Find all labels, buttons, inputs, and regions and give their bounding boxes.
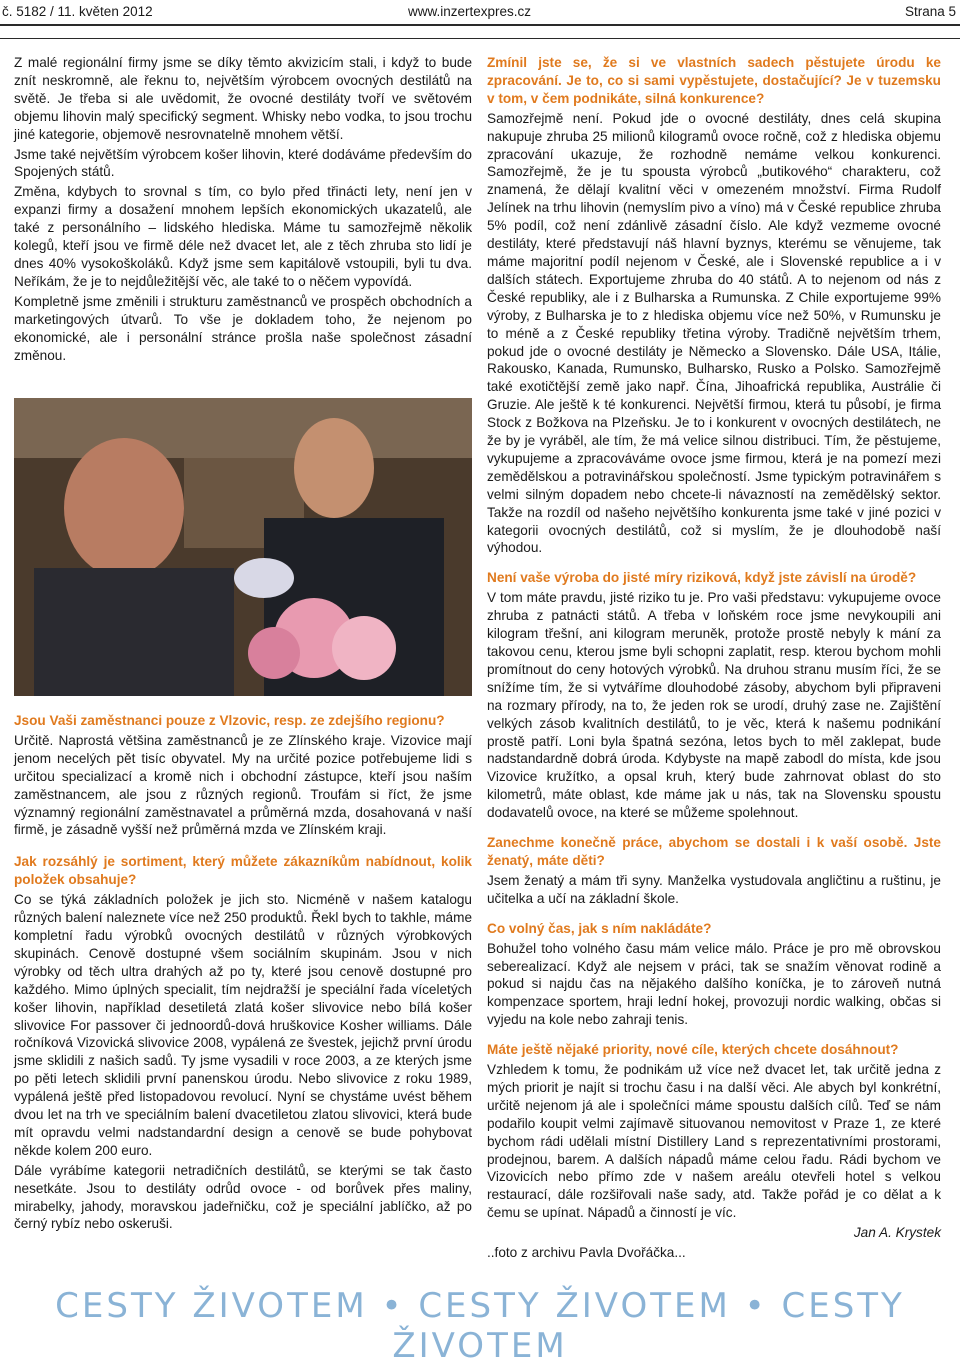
issue-info: č. 5182 / 11. květen 2012 bbox=[2, 4, 153, 19]
question: Jak rozsáhlý je sortiment, který můžete zákazníkům nabídnout, kolik položek obsahuje? bbox=[14, 854, 472, 888]
photo-illustration bbox=[14, 398, 472, 696]
author-signature: Jan A. Krystek bbox=[853, 1225, 941, 1241]
article-photo bbox=[14, 398, 472, 696]
answer: Určitě. Naprostá většina zaměstnanců je ze Zlínského kraje. Vizovice mají jenom necelých pět tisíc obyvatel. My na určité pozice potřebujeme lidi s určitou specializací a kromě nich i obchodní zástupce, kteří jsou naším zaměstnancem, ale jsou z různých regionů. Troufám si říct, že jsme významný regionální zaměstnavatel a průměrná mzda, dosahovaná v naší firmě, je zásadně vyšší než průměrná mzda ve Zlínském kraji. bbox=[14, 732, 472, 838]
website-link[interactable]: www.inzertexpres.cz bbox=[408, 4, 532, 19]
question: Co volný čas, jak s ním nakládáte? bbox=[487, 920, 712, 936]
paragraph: Jsme také největším výrobcem košer lihovin, které dodáváme především do Spojených států. bbox=[14, 146, 472, 180]
footer-title: CESTY ŽIVOTEM • CESTY ŽIVOTEM • CESTY ŽIVOTEM bbox=[55, 1286, 905, 1366]
left-column-top bbox=[14, 54, 472, 366]
question: Zmínil jste se, že si ve vlastních sadech pěstujete úrodu ke zpracování. Je to, co si sami vypěstujete, dostačující? Je v tuzemsku v tom, v čem podnikáte, silná konkurence? bbox=[487, 55, 941, 106]
answer: Dále vyrábíme kategorii netradičních destilátů, se kterými se tak často nesetkáte. Jsou to destiláty odrůd ovoce - od borůvek přes maliny, mirabelky, jahody, moravskou jadeřničku, což je speciální jablíčko, až po černý rybíz nebo oskeruši. bbox=[14, 1162, 472, 1232]
paragraph: Z malé regionální firmy jsme se díky těmto akvizicím stali, i když to bude znít neskromně, ale řeknu to, největším výrobcem ovocných destilátů na světě. Je třeba si ale uvědomit, že ovocné destiláty tvoří ve světovém objemu lihovin malý specifický segment. Whisky nebo vodka, to jsou trochu jiné kategorie, objemově nesrovnatelně mnohem větší. bbox=[14, 55, 472, 142]
page-number: Strana 5 bbox=[904, 4, 956, 19]
paragraph: Změna, kdybych to srovnal s tím, co bylo před třinácti lety, není jen v expanzi firmy a dosažení mnohem lepších ekonomických ukazatelů, ale také z personálního – lidského hlediska. Máme tu samozřejmě několik kolegů, kteří jsou ve firmě déle než dvacet let, ale z těch zhruba sto lidí je dnes 40% vysokoškoláků. Když jsme sem kapitálově vstoupili, byli tu dva. Neříkám, že je to nejdůležitější věc, ale také to o něčem vypovídá. bbox=[14, 184, 472, 289]
question: Máte ještě nějaké priority, nové cíle, kterých chcete dosáhnout? bbox=[487, 1042, 899, 1058]
answer: Co se týká základních položek je jich sto. Nicméně v našem katalogu různých balení naleznete více než 250 produktů. Řekl bych to takhle, máme kompletní řadu výrobků ovocných destilátů v různých výrobkových skupinách. Cenově dostupné všem sociálním skupinám. Jsou v nich výrobky od těch ultra drahých až po ty, které jsou cenově dostupné pro každého. Mimo úplných specialit, tím nejdražší je speciální řada víceletých košer lihovin, například desetiletá zlatá košer slivovice nebo bílá košer slivovice For passover či jednoordů-dová hruškovice Kosher williams. Dále ročníková Vizovická slivovice 2008, vypálená ze švestek, jejichž první úrodu jsme sklidili z našich sadů. Ty jsme vysadili v roce 2003, a ze kterých jsme po pěti letech sklidili první panenskou úrodu. Nebo slivovice z roku 1989, vypálená ještě před listopadovou revolucí. Nyní se chystáme uvést během dvou let na trh ve speciálním balení dvacetiletou zlatou slivovici, která bude mít opravdu velmi nadstandardní design a cenově se bude pohybovat někde kolem 200 euro. bbox=[14, 892, 472, 1158]
photo-credit: ..foto z archivu Pavla Dvořáčka... bbox=[487, 1245, 686, 1261]
question: Není vaše výroba do jisté míry riziková, když jste závislí na úrodě? bbox=[487, 570, 917, 586]
paragraph: Kompletně jsme změnili i strukturu zaměstnanců ve prospěch obchodních a marketingových útvarů. To vše je dokladem toho, že nejenom po ekonomické, ale i personální stránce prošla naše společnost zásadní změnou. bbox=[14, 293, 472, 363]
header-rule-thin bbox=[0, 38, 960, 39]
header-rule bbox=[0, 24, 960, 26]
page-header bbox=[0, 0, 960, 26]
left-column-bottom bbox=[14, 712, 472, 1235]
answer: Jsem ženatý a mám tři syny. Manželka vystudovala angličtinu a ruštinu, je učitelka a učí na základní škole. bbox=[487, 872, 941, 906]
answer: Bohužel toho volného času mám velice málo. Práce je pro mě obrovskou seberealizací. Když ale nejsem v práci, tak se snažím věnovat rodině a pokud si najdu čas na nějakého dalšího koníčka, je to zároveň nutná kompenzace sportem, hraji lední hokej, provozuji nordic walking, občas si vyjedu na kole nebo zahraji tenis. bbox=[487, 940, 941, 1028]
question: Jsou Vaši zaměstnanci pouze z Vlzovic, resp. ze zdejšího regionu? bbox=[14, 713, 445, 728]
right-column bbox=[487, 54, 941, 1264]
question: Zanechme konečně práce, abychom se dostali i k vaší osobě. Jste ženatý, máte děti? bbox=[487, 835, 941, 868]
answer: Samozřejmě není. Pokud jde o ovocné destiláty, dnes celá skupina nakupuje zhruba 25 milionů kilogramů ovoce ročně, což z hlediska objemu zpracování ukazuje, že rozhodně nemáme velkou konkurenci. Samozřejmě, že je tu spousta výrobců „butikového“ charakteru, což znamená, že dělají kvalitní věci v omezeném množství. Firma Rudolf Jelínek na trhu lihovin (nemyslím pivo a víno) má v České republice zhruba 5% podíl, což není zdánlivě zásadní číslo. Ale když vezmeme ovocné destiláty, které představují náš hlavní byznys, kterému se věnujeme, tak máme majoritní podíl nejenom v České, ale i Slovenské republice a i v dalších státech. Exportujeme zhruba do 40 států. A to nejenom od nás z České republiky, ale i z Bulharska a Rumunska. Z Chile exportujeme 99% výroby, z Bulharska je to z hlediska objemu více než 50%, v Rumunsku je to méně a z České republiky třetina výroby. Tradičně největším trhem, pokud jde o ovocné destiláty je Německo a Slovensko. Dále USA, Itálie, Rakousko, Kanada, Rumunsko, Bulharsko, Rusko a Polsko. Samozřejmě také exotičtější země jako např. Čína, Jihoafrická republika, Austrálie či Gruzie. Ale ještě k té konkurenci. Největší firmou, která tu působí, je firma Stock z Božkova na Plzeňsku. Je to i konkurent v ovocných destilátech, ne že by je vyráběl, ale tím, že má velice silnou distribuci. Tím, že pěstujeme, vykupujeme a zpracováváme ovoce jsme firmou, která je na pomezí mezi zemědělskou a potravinářskou společností. Jsme typickým potravinářem s velmi silným dopadem nebo chcete-li návazností na zemědělský sektor. Takže na rozdíl od našeho největšího konkurenta jsme také v jiné pozici v kategorii ovocných destilátů, což si myslím, že je dlouhodobě naší výhodou. bbox=[487, 110, 941, 556]
answer: Vzhledem k tomu, že podnikám už více než dvacet let, tak určitě jedna z mých priorit je najít si trochu času i na další věci. Ale abych byl konkrétní, určitě nejenom já ale i společníci máme spoustu dalších cílů. Teď se nám podařilo koupit velmi zajímavě situovanou nemovitost v Praze 1, ze které bychom rádi udělali místní Distillery Land s reprezentativními prostorami, prodejnou, barem. A dalších nápadů máme celou řadu. Rádi bychom ve Vizovicích nebo přímo zde v našem areálu otevřeli hotel s velkou restaurací, dále rozšiřovali naše sady, atd. Takže pořád je co dělat a k čemu se upínat. Nápadů a činností je víc. bbox=[487, 1062, 941, 1221]
answer: V tom máte pravdu, jisté riziko tu je. Pro vaši představu: vykupujeme ovoce zhruba z patnácti států. A třeba v loňském roce jsme nevykoupili ani kilogram třešní, ani kilogram meruněk, protože prostě nebyly k mání za takovou cenu, kterou jsme byli schopni zaplatit, resp. kterou bychom mohli promítnout do ceny hotových výrobků. Na druhou stranu musím říci, že se snížíme tím, že si vytváříme dlouhodobé zásoby, abychom byli připraveni na rozmary přírody, na to, že jeden rok se urodí, druhý zase ne. Zajištění velkých zásob kvalitních destilátů, to je věc, která k našemu podnikání prostě patří. Loni byla špatná sezóna, letos bych to měl zaklepat, bude nadstandardně dobrá úroda. Kdybyste na mapě zabodl do místa, kde jsou Vizovice kružítko, a opsal kruh, který bude zahrnovat oblast do sto kilometrů, máte oblast, kde máme jak u nás, tak na Slovensku spoustu dodavatelů ovoce, na které se můžeme spolehnout. bbox=[487, 590, 941, 821]
